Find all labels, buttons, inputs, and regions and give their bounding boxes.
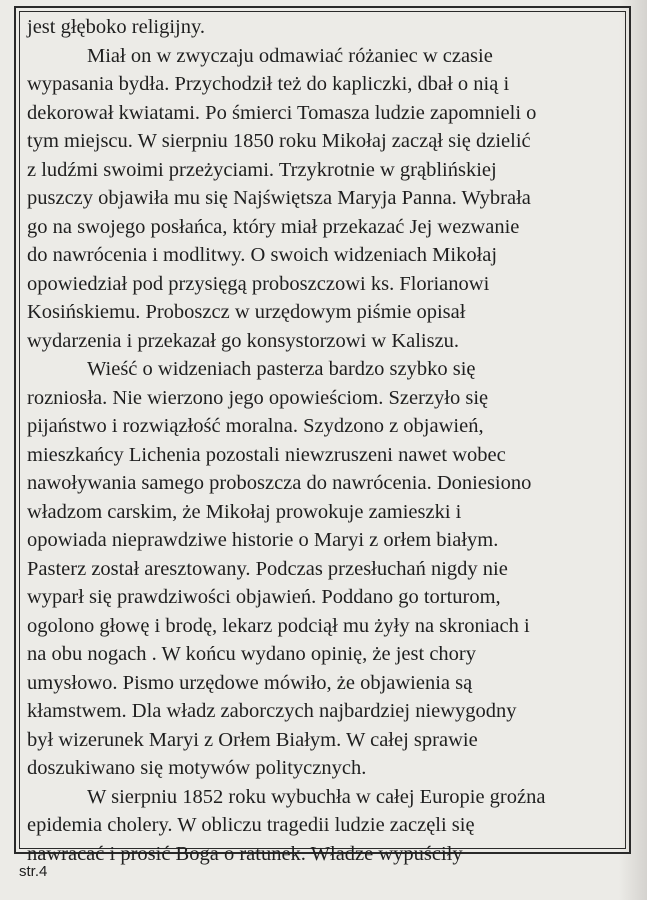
text-line: wydarzenia i przekazał go konsystorzowi w Kaliszu.	[27, 329, 460, 352]
text-line-paragraph-start: Miał on w zwyczaju odmawiać różaniec w czasie	[87, 44, 493, 67]
text-line: opowiedział pod przysięgą proboszczowi ks. Florianowi	[27, 272, 490, 295]
text-line: Kosińskiemu. Proboszcz w urzędowym piśmie opisał	[27, 301, 466, 323]
text-line: kłamstwem. Dla władz zaborczych najbardziej niewygodny	[27, 700, 517, 722]
text-line: nawracać i prosić Boga o ratunek. Władze wypuściły	[27, 842, 463, 865]
text-line: ogolono głowę i brodę, lekarz podciął mu żyły na skroniach i	[27, 614, 530, 637]
text-line: mieszkańcy Lichenia pozostali niewzruszeni nawet wobec	[27, 443, 506, 466]
text-line: rozniosła. Nie wierzono jego opowieściom. Szerzyło się	[27, 386, 489, 409]
text-line: wyparł się prawdziwości objawień. Poddano go torturom,	[27, 586, 501, 608]
text-line: dekorował kwiatami. Po śmierci Tomasza ludzie zapomnieli o	[27, 101, 537, 124]
text-line: do nawrócenia i modlitwy. O swoich widzeniach Mikołaj	[27, 244, 498, 266]
text-line: na obu nogach . W końcu wydano opinię, że jest chory	[27, 643, 476, 665]
text-line: nawoływania samego proboszcza do nawrócenia. Doniesiono	[27, 472, 532, 494]
text-line: tym miejscu. W sierpniu 1850 roku Mikołaj zaczął się dzielić	[27, 130, 531, 152]
text-line: z ludźmi swoimi przeżyciami. Trzykrotnie w grąblińskiej	[27, 158, 497, 181]
text-line: doszukiwano się motywów politycznych.	[27, 757, 367, 779]
text-line: puszczy objawiła mu się Najświętsza Maryja Panna. Wybrała	[27, 187, 531, 209]
text-line: wypasania bydła. Przychodził też do kapliczki, dbał o nią i	[27, 73, 510, 95]
text-line: władzom carskim, że Mikołaj prowokuje zamieszki i	[27, 500, 462, 523]
text-line: był wizerunek Maryi z Orłem Białym. W całej sprawie	[27, 728, 478, 751]
text-line: Pasterz został aresztowany. Podczas przesłuchań nigdy nie	[27, 557, 508, 580]
text-line: jest głęboko religijny.	[27, 16, 206, 38]
text-line-paragraph-start: W sierpniu 1852 roku wybuchła w całej Europie groźna	[87, 785, 546, 808]
text-line: pijaństwo i rozwiązłość moralna. Szydzono z objawień,	[27, 415, 484, 437]
page-number: str.4	[19, 863, 48, 880]
text-line-paragraph-start: Wieść o widzeniach pasterza bardzo szybko się	[87, 358, 476, 380]
document-text	[27, 13, 619, 868]
text-line: epidemia cholery. W obliczu tragedii ludzie zaczęli się	[27, 814, 475, 836]
text-line: umysłowo. Pismo urzędowe mówiło, że objawienia są	[27, 671, 473, 694]
text-line: opowiada nieprawdziwe historie o Maryi z orłem białym.	[27, 529, 499, 551]
text-line: go na swojego posłańca, który miał przekazać Jej wezwanie	[27, 215, 520, 238]
